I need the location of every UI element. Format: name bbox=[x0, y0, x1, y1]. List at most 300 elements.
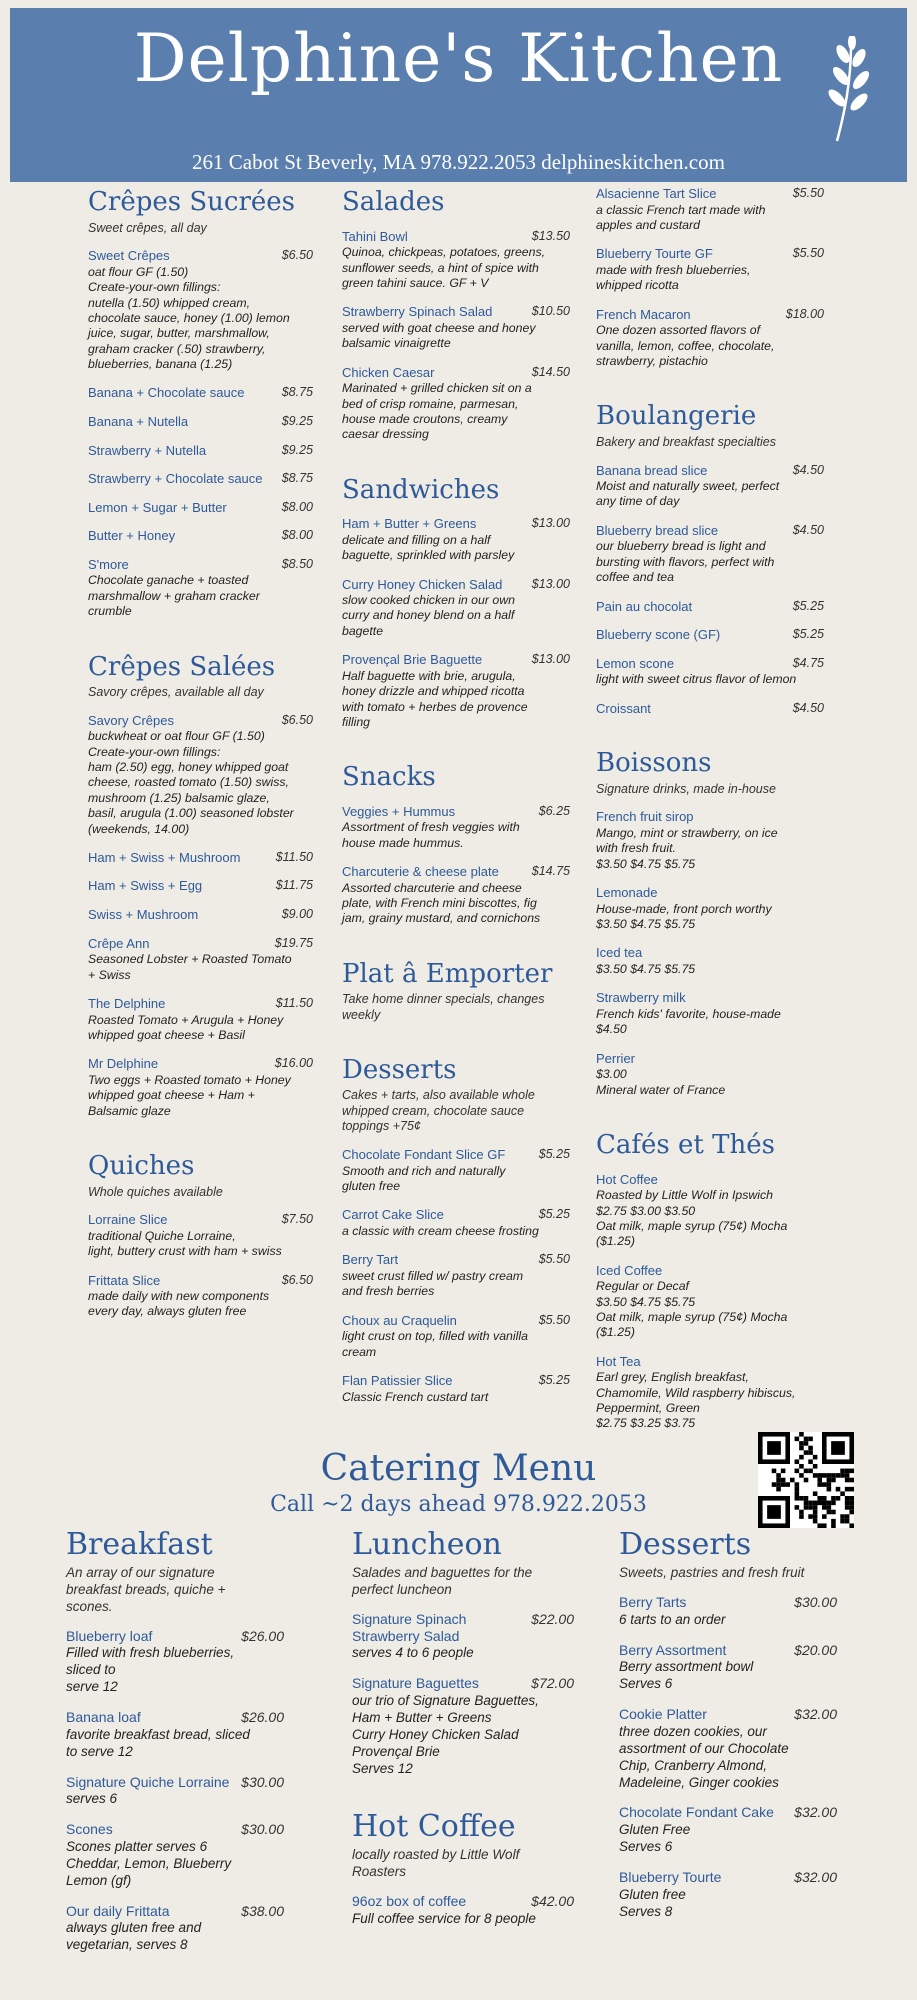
menu-item bbox=[596, 186, 824, 233]
menu-item-header bbox=[88, 443, 313, 459]
section-title: Luncheon bbox=[352, 1527, 502, 1562]
menu-item-name: Croissant bbox=[596, 700, 651, 716]
menu-item-description: delicate and filling on a half baguette, sprinkled with parsley bbox=[342, 532, 515, 563]
menu-item-price: $14.50 bbox=[531, 364, 570, 379]
menu-item-description: made daily with new components every day, always gluten free bbox=[88, 1289, 270, 1319]
menu-item-description: Seasoned Lobster + Roasted Tomato + Swiss bbox=[88, 952, 292, 982]
menu-item bbox=[619, 1869, 837, 1921]
menu-item-name: Chocolate Fondant Slice GF bbox=[342, 1147, 506, 1163]
menu-item-name: Crêpe Ann bbox=[88, 935, 150, 951]
menu-item-price: $5.50 bbox=[792, 246, 824, 261]
menu-item bbox=[88, 713, 313, 837]
qr-code-icon[interactable] bbox=[758, 1432, 854, 1528]
section-spacer bbox=[596, 1111, 824, 1131]
menu-item-description: Classic French custard tart bbox=[342, 1389, 489, 1404]
menu-item bbox=[596, 627, 824, 643]
menu-item-header bbox=[66, 1903, 284, 1920]
menu-item-header bbox=[596, 1354, 824, 1370]
menu-item bbox=[342, 1207, 570, 1239]
header-banner bbox=[10, 8, 907, 182]
menu-item-header bbox=[596, 945, 824, 961]
menu-item bbox=[66, 1903, 284, 1955]
menu-item-name: Signature Spinach Strawberry Salad bbox=[352, 1610, 467, 1644]
menu-item-price: $7.50 bbox=[281, 1212, 313, 1227]
section-title: Salades bbox=[342, 187, 445, 217]
menu-item-name: Butter + Honey bbox=[88, 528, 176, 544]
menu-item-header bbox=[88, 471, 313, 487]
section-subtitle: Savory crêpes, available all day bbox=[88, 685, 264, 700]
menu-item-price: $5.25 bbox=[538, 1147, 570, 1162]
catering-column-1 bbox=[66, 1528, 284, 1967]
menu-item bbox=[342, 1313, 570, 1360]
menu-item bbox=[88, 471, 313, 487]
menu-item-name: S'more bbox=[88, 556, 129, 572]
menu-item-price: $30.00 bbox=[794, 1593, 837, 1610]
menu-item bbox=[352, 1675, 574, 1777]
section-title: Desserts bbox=[342, 1054, 457, 1085]
menu-column-1 bbox=[88, 188, 313, 1333]
menu-item-header bbox=[88, 414, 313, 430]
menu-item-description: House-made, front porch worthy $3.50 $4.75 $5.75 bbox=[596, 901, 772, 932]
menu-item-price: $4.75 bbox=[792, 655, 824, 670]
menu-section bbox=[596, 729, 824, 1098]
menu-item-name: Blueberry bread slice bbox=[596, 522, 719, 538]
menu-item bbox=[619, 1594, 837, 1629]
menu-item-name: Tahini Bowl bbox=[342, 228, 408, 244]
menu-item-header bbox=[619, 1642, 837, 1659]
menu-item-price: $6.50 bbox=[281, 1272, 313, 1287]
contact-line: 261 Cabot St Beverly, MA 978.922.2053 delphineskitchen.com bbox=[192, 150, 725, 174]
menu-item-description: Roasted by Little Wolf in Ipswich $2.75 $3.00 $3.50 Oat milk, maple syrup (75¢) Mocha ($1.25) bbox=[596, 1188, 788, 1249]
menu-item-header bbox=[596, 186, 824, 202]
menu-section bbox=[88, 188, 313, 620]
menu-item-price: $19.75 bbox=[274, 935, 313, 950]
menu-item-name: Strawberry milk bbox=[596, 990, 686, 1006]
menu-section bbox=[352, 1790, 574, 1927]
menu-item-header bbox=[342, 577, 570, 593]
menu-section bbox=[596, 186, 824, 369]
menu-item-description: Filled with fresh blueberries, sliced to serve 12 bbox=[66, 1645, 235, 1695]
menu-item-header bbox=[596, 307, 824, 323]
menu-item bbox=[66, 1628, 284, 1696]
menu-item-header bbox=[342, 304, 570, 320]
menu-item-name: Ham + Butter + Greens bbox=[342, 516, 477, 532]
section-title: Snacks bbox=[342, 762, 436, 793]
menu-item-header bbox=[88, 1056, 313, 1072]
section-spacer bbox=[342, 792, 570, 804]
menu-item-name: Cookie Platter bbox=[619, 1706, 707, 1723]
menu-item-header bbox=[619, 1594, 837, 1611]
menu-item-price: $9.25 bbox=[281, 442, 313, 457]
menu-item-description: a classic with cream cheese frosting bbox=[342, 1224, 539, 1239]
menu-item-header bbox=[596, 463, 824, 479]
menu-item-price: $8.00 bbox=[281, 528, 313, 543]
menu-item-name: Savory Crêpes bbox=[88, 712, 174, 728]
menu-item bbox=[596, 1263, 824, 1341]
menu-item-name: Lorraine Slice bbox=[88, 1212, 168, 1228]
menu-item-name: Berry Assortment bbox=[619, 1641, 727, 1658]
menu-item bbox=[342, 864, 570, 927]
menu-item-price: $38.00 bbox=[241, 1902, 284, 1919]
menu-item-description: $3.00 Mineral water of France bbox=[596, 1067, 726, 1097]
menu-item bbox=[596, 523, 824, 586]
menu-item-name: Alsacienne Tart Slice bbox=[596, 186, 717, 201]
catering-column-3 bbox=[619, 1528, 837, 1933]
menu-item bbox=[619, 1804, 837, 1856]
menu-item-name: 96oz box of coffee bbox=[352, 1893, 467, 1910]
menu-item bbox=[352, 1611, 574, 1662]
menu-item-header bbox=[596, 809, 824, 825]
menu-section bbox=[342, 456, 570, 731]
menu-item-name: Banana loaf bbox=[66, 1709, 141, 1726]
menu-item-header bbox=[88, 713, 313, 729]
menu-item bbox=[88, 1273, 313, 1320]
menu-item bbox=[88, 996, 313, 1043]
menu-item-name: Provençal Brie Baguette bbox=[342, 652, 483, 668]
menu-item-name: Chocolate Fondant Cake bbox=[619, 1804, 774, 1821]
menu-item-price: $8.75 bbox=[281, 471, 313, 486]
section-subtitle: Sweet crêpes, all day bbox=[88, 220, 207, 235]
menu-item-price: $14.75 bbox=[531, 864, 570, 879]
menu-section bbox=[596, 1111, 824, 1432]
menu-item-price: $6.25 bbox=[538, 803, 570, 818]
menu-item-description: Scones platter serves 6 Cheddar, Lemon, Blueberry Lemon (gf) bbox=[66, 1839, 232, 1888]
menu-item-name: Signature Baguettes bbox=[352, 1675, 479, 1692]
menu-section bbox=[88, 633, 313, 1119]
menu-item-header bbox=[342, 1252, 570, 1268]
menu-item-price: $10.50 bbox=[531, 304, 570, 319]
menu-item bbox=[88, 878, 313, 894]
menu-item-description: 6 tarts to an order bbox=[619, 1611, 726, 1627]
menu-item bbox=[596, 945, 824, 977]
menu-item-price: $8.00 bbox=[281, 499, 313, 514]
menu-item-description: Gluten free Serves 8 bbox=[619, 1886, 686, 1919]
menu-item bbox=[352, 1893, 574, 1928]
menu-item-price: $11.50 bbox=[275, 849, 313, 864]
menu-item-header bbox=[66, 1821, 284, 1838]
menu-section bbox=[596, 382, 824, 716]
section-subtitle: Cakes + tarts, also available whole whipped cream, chocolate sauce toppings +75¢ bbox=[342, 1088, 535, 1134]
section-subtitle: Bakery and breakfast specialties bbox=[596, 434, 776, 449]
menu-item-price: $13.00 bbox=[531, 576, 570, 591]
menu-item-header bbox=[619, 1706, 837, 1723]
menu-item bbox=[66, 1709, 284, 1761]
menu-item bbox=[88, 248, 313, 372]
menu-item-header bbox=[88, 528, 313, 544]
menu-item-description: light crust on top, filled with vanilla cream bbox=[342, 1329, 528, 1359]
menu-item-header bbox=[342, 652, 570, 668]
menu-item-header bbox=[88, 907, 313, 923]
menu-item-name: Hot Tea bbox=[596, 1353, 641, 1369]
menu-item-name: Banana + Chocolate sauce bbox=[88, 385, 245, 401]
menu-item-description: Smooth and rich and naturally gluten free bbox=[342, 1163, 506, 1194]
menu-item bbox=[66, 1774, 284, 1809]
section-spacer bbox=[596, 382, 824, 402]
menu-item-name: Choux au Craquelin bbox=[342, 1312, 457, 1328]
menu-item-description: Assorted charcuterie and cheese plate, with French mini biscottes, fig jam, grainy mustard, and cornichons bbox=[342, 880, 541, 926]
menu-item-name: Strawberry Spinach Salad bbox=[342, 304, 493, 320]
menu-item-name: Blueberry loaf bbox=[66, 1627, 153, 1644]
menu-item-description: made with fresh blueberries, whipped ricotta bbox=[596, 262, 751, 293]
menu-item bbox=[88, 850, 313, 866]
section-spacer bbox=[596, 729, 824, 749]
menu-item-price: $30.00 bbox=[241, 1773, 284, 1790]
menu-item-name: Lemon + Sugar + Butter bbox=[88, 499, 227, 515]
menu-item-header bbox=[596, 1051, 824, 1067]
menu-section bbox=[342, 940, 570, 1024]
menu-item-name: Iced tea bbox=[596, 945, 643, 961]
menu-item-description: Berry assortment bowl Serves 6 bbox=[619, 1659, 754, 1692]
menu-item-name: Sweet Crêpes bbox=[88, 248, 170, 264]
menu-section bbox=[352, 1528, 574, 1777]
menu-item-name: Hot Coffee bbox=[596, 1171, 658, 1187]
section-subtitle: locally roasted by Little Wolf Roasters bbox=[352, 1847, 520, 1880]
menu-item-description: Two eggs + Roasted tomato + Honey whipped goat cheese + Ham + Balsamic glaze bbox=[88, 1072, 291, 1118]
menu-item-header bbox=[88, 936, 313, 952]
menu-item-header bbox=[342, 1147, 570, 1163]
menu-item bbox=[88, 414, 313, 430]
menu-item-description: serves 6 bbox=[66, 1791, 118, 1807]
menu-item-header bbox=[596, 701, 824, 717]
menu-item-name: Strawberry + Nutella bbox=[88, 442, 207, 458]
menu-item-header bbox=[342, 1373, 570, 1389]
menu-item-description: buckwheat or oat flour GF (1.50) Create-your-own fillings: ham (2.50) egg, honey whipped goat cheese, roasted tomato (1.50) swiss, mushroom (1.25) balsamic glaze, basil, arugula (1.00) seasoned lobster (weekends, 14.00) bbox=[88, 729, 294, 836]
menu-item-header bbox=[596, 246, 824, 262]
menu-item bbox=[342, 516, 570, 563]
menu-item-description: a classic French tart made with apples and custard bbox=[596, 202, 766, 232]
menu-item-price: $26.00 bbox=[241, 1627, 284, 1644]
section-spacer bbox=[342, 217, 570, 229]
menu-item-description: serves 4 to 6 people bbox=[352, 1645, 474, 1661]
section-subtitle: Whole quiches available bbox=[88, 1184, 223, 1199]
menu-section bbox=[342, 1036, 570, 1405]
menu-item-description: French kids' favorite, house-made $4.50 bbox=[596, 1006, 781, 1037]
menu-item-header bbox=[596, 990, 824, 1006]
menu-item-name: Signature Quiche Lorraine bbox=[66, 1773, 230, 1790]
menu-item-header bbox=[88, 500, 313, 516]
menu-item-header bbox=[342, 516, 570, 532]
menu-item-description: traditional Quiche Lorraine, light, buttery crust with ham + swiss bbox=[88, 1228, 282, 1259]
menu-item bbox=[596, 463, 824, 510]
menu-item-name: Ham + Swiss + Mushroom bbox=[88, 849, 241, 865]
catering-title: Catering Menu bbox=[320, 1448, 597, 1489]
menu-item-price: $16.00 bbox=[274, 1056, 313, 1071]
section-subtitle: Signature drinks, made in-house bbox=[596, 781, 776, 796]
menu-item-header bbox=[66, 1709, 284, 1726]
section-spacer bbox=[342, 743, 570, 763]
menu-item-header bbox=[66, 1628, 284, 1645]
menu-item-name: Curry Honey Chicken Salad bbox=[342, 576, 503, 592]
menu-item-name: Charcuterie & cheese plate bbox=[342, 864, 499, 880]
menu-item-description: our trio of Signature Baguettes, Ham + Butter + Greens Curry Honey Chicken Salad Provençal Brie Serves 12 bbox=[352, 1693, 539, 1776]
section-title: Desserts bbox=[619, 1527, 752, 1562]
menu-item bbox=[342, 1252, 570, 1299]
menu-item-header bbox=[352, 1893, 574, 1910]
menu-item-description: oat flour GF (1.50) Create-your-own fillings: nutella (1.50) whipped cream, chocolate sauce, honey (1.00) lemon juice, sugar, butter, marshmallow, graham cracker (.50) strawberry, blueberries, banana (1.25) bbox=[88, 264, 290, 371]
menu-item-price: $72.00 bbox=[531, 1675, 574, 1692]
menu-item bbox=[596, 599, 824, 615]
menu-item-price: $9.25 bbox=[281, 413, 313, 428]
menu-item-name: Banana + Nutella bbox=[88, 413, 189, 429]
menu-item-header bbox=[342, 1207, 570, 1223]
menu-section bbox=[66, 1528, 284, 1954]
menu-column-3 bbox=[596, 186, 824, 1445]
menu-item-description: slow cooked chicken in our own curry and honey blend on a half bagette bbox=[342, 593, 515, 638]
menu-item bbox=[596, 656, 824, 688]
menu-item-name: Carrot Cake Slice bbox=[342, 1207, 444, 1223]
menu-item bbox=[596, 1172, 824, 1250]
menu-item-header bbox=[619, 1869, 837, 1886]
menu-item-price: $5.50 bbox=[538, 1252, 570, 1267]
menu-item-name: Berry Tart bbox=[342, 1252, 399, 1268]
menu-item-description: Mango, mint or strawberry, on ice with fresh fruit. $3.50 $4.75 $5.75 bbox=[596, 826, 778, 871]
menu-item-price: $11.75 bbox=[275, 878, 313, 893]
section-spacer bbox=[352, 1790, 574, 1810]
menu-item bbox=[596, 1354, 824, 1432]
menu-item-header bbox=[342, 1313, 570, 1329]
menu-item bbox=[342, 229, 570, 292]
menu-item-name: Flan Patissier Slice bbox=[342, 1373, 453, 1388]
menu-item-name: Veggies + Hummus bbox=[342, 803, 456, 819]
menu-item-header bbox=[342, 365, 570, 381]
menu-item-name: Perrier bbox=[596, 1050, 636, 1066]
menu-item-description: always gluten free and vegetarian, serves 8 bbox=[66, 1920, 202, 1953]
menu-item-header bbox=[66, 1774, 284, 1791]
menu-item-description: our blueberry bread is light and bursting with flavors, perfect with coffee and tea bbox=[596, 539, 775, 585]
menu-item bbox=[88, 1212, 313, 1259]
menu-item bbox=[88, 1056, 313, 1119]
menu-item bbox=[88, 443, 313, 459]
menu-item-price: $8.50 bbox=[281, 556, 313, 571]
menu-item bbox=[596, 701, 824, 717]
menu-item-description: One dozen assorted flavors of vanilla, lemon, coffee, chocolate, strawberry, pistachio bbox=[596, 323, 775, 368]
section-title: Boissons bbox=[596, 748, 712, 779]
section-title: Quiches bbox=[88, 1150, 195, 1181]
menu-item bbox=[88, 907, 313, 923]
menu-section bbox=[619, 1528, 837, 1920]
menu-item-description: $3.50 $4.75 $5.75 bbox=[596, 962, 696, 977]
menu-item-name: Blueberry Tourte bbox=[619, 1868, 722, 1885]
menu-item-name: Chicken Caesar bbox=[342, 364, 435, 380]
section-spacer bbox=[342, 456, 570, 476]
section-spacer bbox=[342, 504, 570, 516]
menu-item-description: Regular or Decaf $3.50 $4.75 $5.75 Oat milk, maple syrup (75¢) Mocha ($1.25) bbox=[596, 1279, 788, 1340]
menu-item-price: $5.50 bbox=[538, 1312, 570, 1327]
menu-item-description: Moist and naturally sweet, perfect any time of day bbox=[596, 479, 780, 509]
menu-item-description: three dozen cookies, our assortment of our Chocolate Chip, Cranberry Almond, Madeleine, Ginger cookies bbox=[619, 1723, 789, 1790]
menu-item bbox=[66, 1821, 284, 1889]
menu-item-price: $4.50 bbox=[792, 522, 824, 537]
menu-item bbox=[88, 936, 313, 983]
menu-item-price: $22.00 bbox=[531, 1610, 574, 1627]
section-spacer bbox=[88, 633, 313, 653]
menu-item bbox=[342, 577, 570, 640]
menu-item-name: Blueberry Tourte GF bbox=[596, 246, 713, 262]
menu-item-name: Swiss + Mushroom bbox=[88, 907, 199, 923]
section-spacer bbox=[88, 1132, 313, 1152]
menu-item-description: Quinoa, chickpeas, potatoes, greens, sunflower seeds, a hint of spice with green tahini sauce. GF + V bbox=[342, 245, 546, 290]
section-spacer bbox=[342, 1036, 570, 1056]
menu-item-header bbox=[596, 656, 824, 672]
menu-item-price: $13.50 bbox=[531, 228, 570, 243]
menu-item-name: Mr Delphine bbox=[88, 1056, 159, 1072]
menu-item-name: Pain au chocolat bbox=[596, 598, 693, 614]
menu-item-header bbox=[619, 1804, 837, 1821]
menu-item bbox=[88, 500, 313, 516]
section-title: Boulangerie bbox=[596, 401, 757, 432]
menu-item-price: $5.25 bbox=[792, 598, 824, 613]
menu-item-price: $32.00 bbox=[794, 1868, 837, 1885]
menu-item-description: Roasted Tomato + Arugula + Honey whipped goat cheese + Basil bbox=[88, 1012, 284, 1042]
menu-item bbox=[342, 652, 570, 730]
menu-item-header bbox=[596, 599, 824, 615]
menu-item-name: Frittata Slice bbox=[88, 1272, 161, 1288]
menu-item-description: Assortment of fresh veggies with house made hummus. bbox=[342, 820, 520, 850]
catering-column-2 bbox=[352, 1528, 574, 1941]
section-title: Hot Coffee bbox=[352, 1809, 516, 1845]
menu-item-name: Our daily Frittata bbox=[66, 1902, 170, 1919]
menu-item bbox=[596, 990, 824, 1037]
menu-item-description: Half baguette with brie, arugula, honey drizzle and whipped ricotta with tomato + herbes de provence filling bbox=[342, 668, 528, 729]
menu-item-name: Banana bread slice bbox=[596, 462, 708, 478]
menu-item-description: Marinated + grilled chicken sit on a bed of crisp romaine, parmesan, house made croutons, creamy caesar dressing bbox=[342, 381, 532, 442]
menu-item-header bbox=[342, 804, 570, 820]
menu-item-header bbox=[88, 1212, 313, 1228]
menu-item-header bbox=[342, 864, 570, 880]
menu-item-header bbox=[88, 850, 313, 866]
menu-item-price: $13.00 bbox=[531, 652, 570, 667]
menu-item-price: $5.50 bbox=[792, 186, 824, 200]
menu-item-header bbox=[88, 878, 313, 894]
menu-item-description: light with sweet citrus flavor of lemon bbox=[596, 672, 797, 687]
menu-item bbox=[342, 804, 570, 851]
menu-section bbox=[342, 188, 570, 443]
menu-item-description: served with goat cheese and honey balsamic vinaigrette bbox=[342, 320, 536, 351]
menu-item-price: $26.00 bbox=[241, 1709, 284, 1726]
menu-item-header bbox=[596, 1172, 824, 1188]
menu-item bbox=[596, 307, 824, 370]
restaurant-logo: Delphine's Kitchen bbox=[133, 20, 784, 97]
menu-item-description: favorite breakfast bread, sliced to serve 12 bbox=[66, 1726, 250, 1759]
menu-item-price: $5.25 bbox=[538, 1207, 570, 1222]
menu-item-header bbox=[88, 1273, 313, 1289]
section-title: Sandwiches bbox=[342, 474, 500, 505]
menu-column-2 bbox=[342, 188, 570, 1418]
menu-item-name: Lemonade bbox=[596, 885, 658, 901]
menu-item-name: French Macaron bbox=[596, 306, 691, 322]
menu-item-header bbox=[88, 557, 313, 573]
menu-item-name: Iced Coffee bbox=[596, 1262, 663, 1278]
section-subtitle: Take home dinner specials, changes weekly bbox=[342, 992, 545, 1023]
menu-item bbox=[342, 304, 570, 351]
menu-item-header bbox=[596, 627, 824, 643]
menu-item-price: $42.00 bbox=[531, 1893, 574, 1910]
menu-item-price: $18.00 bbox=[785, 306, 824, 321]
menu-item bbox=[596, 885, 824, 932]
menu-item-name: Berry Tarts bbox=[619, 1593, 687, 1610]
section-spacer bbox=[596, 1160, 824, 1172]
menu-item-price: $9.00 bbox=[281, 907, 313, 922]
menu-item-header bbox=[88, 996, 313, 1012]
section-title: Crêpes Salées bbox=[88, 651, 276, 682]
menu-item-name: Lemon scone bbox=[596, 655, 675, 671]
menu-item-header bbox=[596, 1263, 824, 1279]
menu-item bbox=[619, 1642, 837, 1694]
catering-subtitle: Call ~2 days ahead 978.922.2053 bbox=[270, 1492, 647, 1517]
menu-item-price: $4.50 bbox=[792, 462, 824, 477]
menu-item-price: $32.00 bbox=[794, 1706, 837, 1723]
leaf-sprig-icon bbox=[817, 36, 877, 146]
